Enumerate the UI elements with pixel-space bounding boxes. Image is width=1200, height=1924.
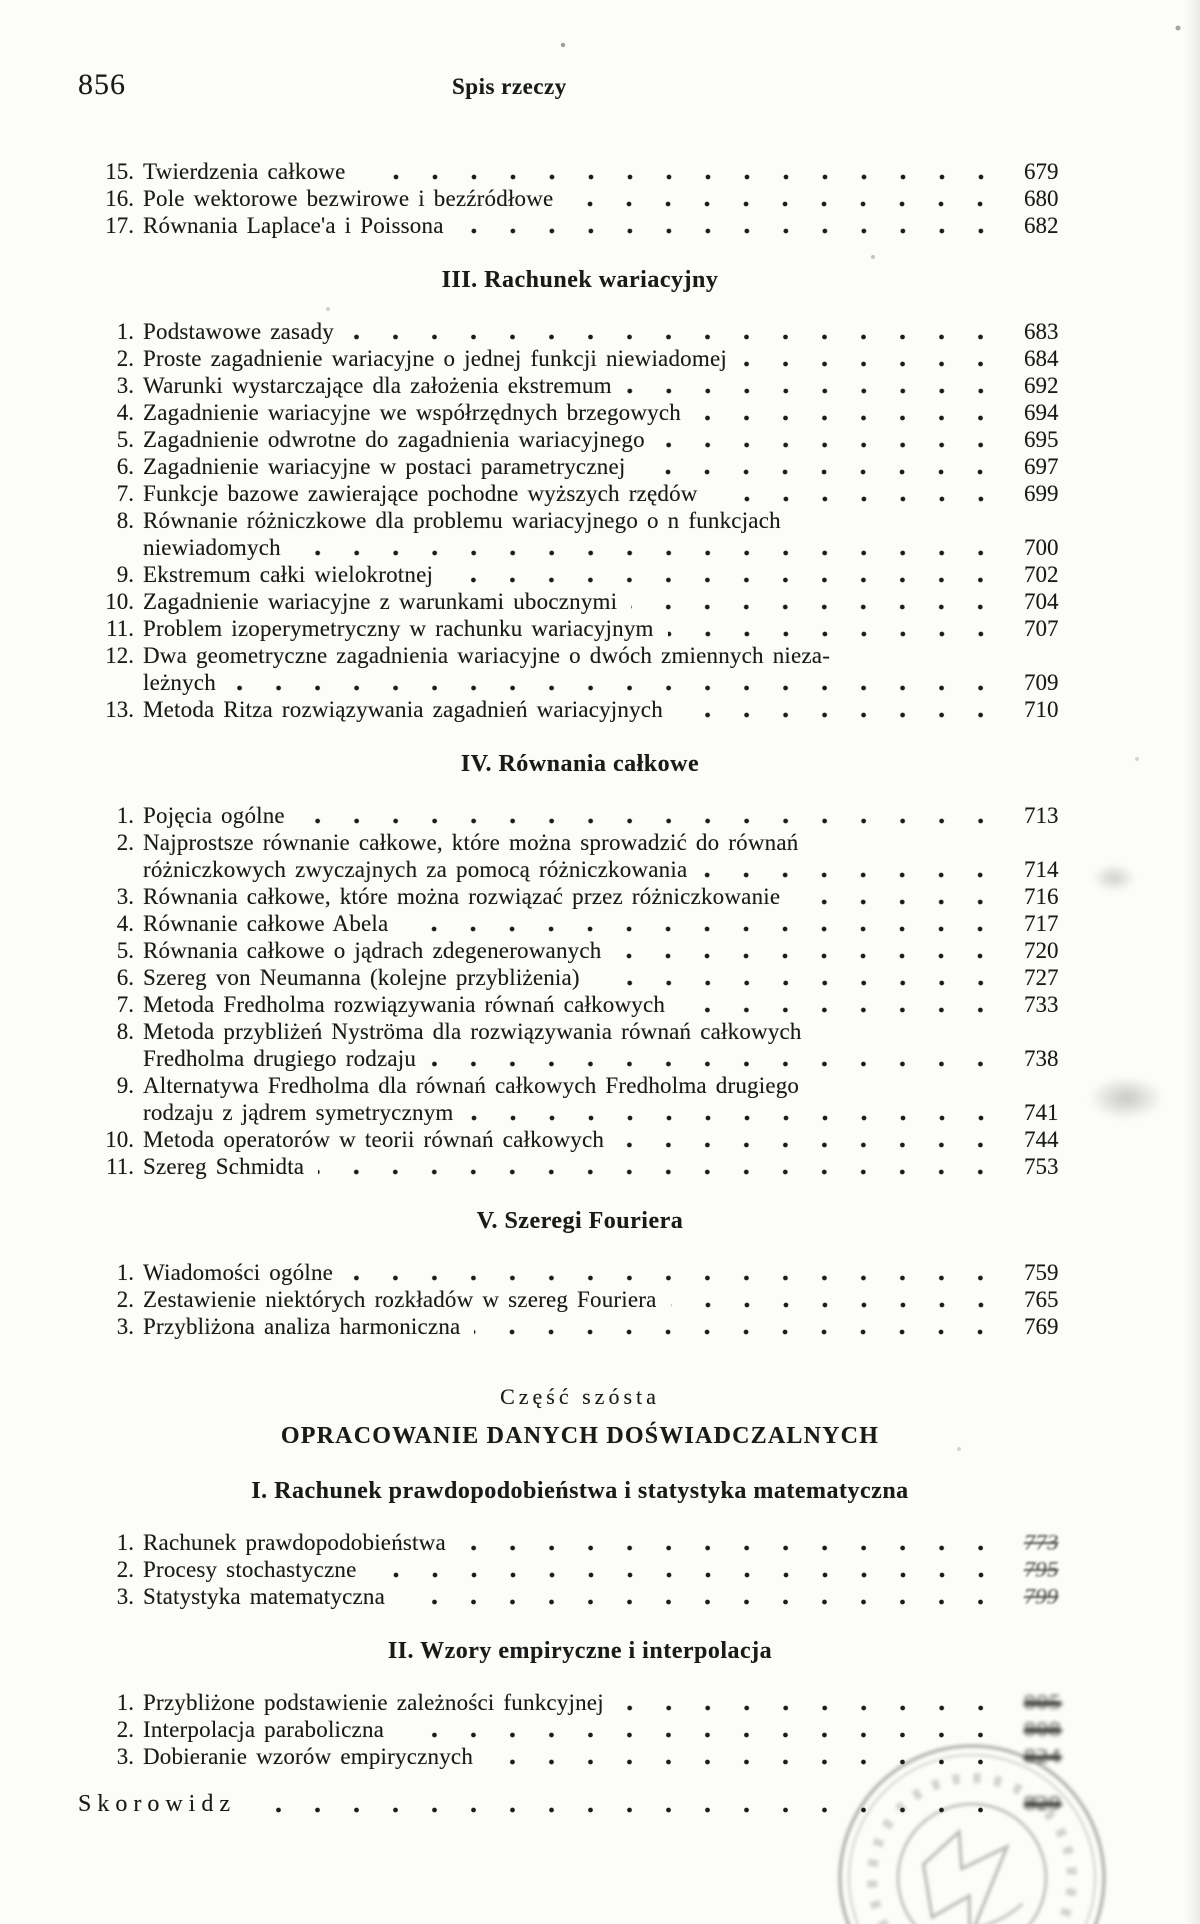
toc-entry — [78, 883, 1082, 910]
leader-dots — [371, 1572, 1001, 1578]
entry-page-number: 714 — [1024, 857, 1059, 882]
toc-entry — [78, 534, 1082, 561]
entry-title: Problem izoperymetryczny w rachunku wariacyjnym — [143, 616, 654, 641]
entry-number: 6. — [116, 965, 134, 990]
leader-dots — [458, 228, 1000, 234]
entry-page-number: 759 — [1024, 1260, 1059, 1285]
entry-number: 9. — [116, 562, 134, 587]
leader-dots — [668, 631, 1000, 637]
entry-title: leżnych — [143, 670, 216, 695]
section-heading: V. Szeregi Fouriera — [476, 1208, 684, 1234]
toc-entry — [78, 1259, 1082, 1286]
entry-title: niewiadomych — [143, 535, 281, 560]
entry-number: 3. — [116, 1314, 134, 1339]
entry-number: 2. — [116, 1557, 134, 1582]
entry-title: Alternatywa Fredholma dla równań całkowych Fredholma drugiego — [143, 1073, 800, 1098]
leader-dots — [447, 577, 1000, 583]
entry-number: 3. — [116, 373, 134, 398]
entry-page-number: 773 — [1022, 1530, 1061, 1555]
leader-dots — [631, 604, 1000, 610]
part-title: OPRACOWANIE DANYCH DOŚWIADCZALNYCH — [280, 1423, 880, 1449]
entry-page-number: 704 — [1024, 589, 1059, 614]
entry-title: rodzaju z jądrem symetrycznym — [143, 1100, 454, 1125]
entry-title: Funkcje bazowe zawierające pochodne wyższych rzędów — [143, 481, 698, 506]
entry-page-number: 682 — [1024, 213, 1059, 238]
toc-entry — [78, 1018, 1082, 1045]
toc-entry — [78, 1045, 1082, 1072]
entry-number: 7. — [116, 481, 134, 506]
entry-page-number: 700 — [1024, 535, 1059, 560]
entry-number: 10. — [105, 589, 134, 614]
entry-page-number: 717 — [1024, 911, 1059, 936]
entry-number: 16. — [105, 186, 134, 211]
toc-entry — [78, 1286, 1082, 1313]
leader-dots — [460, 1545, 1000, 1551]
entry-page-number: 753 — [1024, 1154, 1059, 1179]
leader-dots — [712, 496, 1000, 502]
toc-entry — [78, 1153, 1082, 1180]
section-heading: III. Rachunek wariacyjny — [441, 267, 719, 293]
entry-page-number: 710 — [1024, 697, 1059, 722]
leader-dots — [794, 899, 1000, 905]
entry-page-number: 716 — [1024, 884, 1059, 909]
entry-number: 13. — [105, 697, 134, 722]
entry-number: 3. — [116, 884, 134, 909]
entry-page-number: 680 — [1024, 186, 1059, 211]
toc-entry — [78, 588, 1082, 615]
leader-dots — [430, 1061, 1000, 1067]
leader-dots — [671, 1302, 1000, 1308]
entry-number: 15. — [105, 159, 134, 184]
entry-page-number: 741 — [1024, 1100, 1059, 1125]
entry-title: Fredholma drugiego rodzaju — [143, 1046, 417, 1071]
toc-entry — [78, 964, 1082, 991]
section-heading: IV. Równania całkowe — [460, 751, 700, 777]
entry-title: Zagadnienie wariacyjne we współrzędnych brzegowych — [143, 400, 681, 425]
toc-entry — [78, 991, 1082, 1018]
entry-title: Metoda operatorów w teorii równań całkowych — [143, 1127, 605, 1152]
toc-entry — [78, 696, 1082, 723]
leader-dots — [347, 1275, 1000, 1281]
scan-smudge — [1088, 1076, 1164, 1120]
toc-entry — [78, 453, 1082, 480]
entry-title: Metoda Fredholma rozwiązywania równań całkowych — [143, 992, 666, 1017]
toc-entry — [78, 802, 1082, 829]
entry-page-number: 808 — [1024, 1718, 1062, 1741]
entry-number: 2. — [116, 1717, 134, 1742]
leader-dots — [295, 550, 1000, 556]
section-heading: II. Wzory empiryczne i interpolacja — [387, 1638, 773, 1664]
toc-entry — [78, 426, 1082, 453]
entry-number: 8. — [116, 508, 134, 533]
toc-entry — [78, 318, 1082, 345]
toc-entry — [78, 669, 1082, 696]
entry-page-number: 692 — [1024, 373, 1059, 398]
entry-number: 1. — [116, 1690, 134, 1715]
entry-title: Szereg von Neumanna (kolejne przybliżenia) — [143, 965, 580, 990]
circular-library-stamp-icon — [812, 1708, 1132, 1924]
entry-title: Interpolacja paraboliczna — [143, 1717, 385, 1742]
entry-title: Pole wektorowe bezwirowe i bezźródłowe — [143, 186, 554, 211]
entry-title: Podstawowe zasady — [143, 319, 334, 344]
leader-dots — [399, 1599, 1000, 1605]
entry-page-number: 699 — [1024, 481, 1059, 506]
toc-entry — [78, 480, 1082, 507]
toc — [78, 158, 1082, 1818]
entry-title: Procesy stochastyczne — [143, 1557, 357, 1582]
entry-number: 10. — [105, 1127, 134, 1152]
entry-number: 5. — [116, 427, 134, 452]
leader-dots — [348, 334, 1000, 340]
entry-title: Przybliżone podstawienie zależności funkcyjnej — [143, 1690, 604, 1715]
entry-page-number: 795 — [1022, 1557, 1061, 1582]
entry-title: Dobieranie wzorów empirycznych — [143, 1744, 474, 1769]
entry-title: Równania całkowe, które można rozwiązać przez różniczkowanie — [143, 884, 781, 909]
leader-dots — [299, 818, 1000, 824]
entry-title: Metoda przybliżeń Nyströma dla rozwiązywania równań całkowych — [143, 1019, 802, 1044]
entry-page-number: 713 — [1024, 803, 1059, 828]
entry-title: różniczkowych zwyczajnych za pomocą różniczkowania — [143, 857, 688, 882]
toc-entry — [78, 345, 1082, 372]
toc-entry — [78, 1099, 1082, 1126]
entry-page-number: 694 — [1024, 400, 1059, 425]
toc-entry — [78, 158, 1082, 185]
leader-dots — [230, 685, 1000, 691]
toc-entry — [78, 399, 1082, 426]
leader-dots — [679, 1007, 1000, 1013]
entry-title: Dwa geometryczne zagadnienia wariacyjne o dwóch zmiennych nieza- — [143, 643, 831, 668]
entry-page-number: 679 — [1024, 159, 1059, 184]
entry-page-number: 720 — [1024, 938, 1059, 963]
entry-title: Zestawienie niektórych rozkładów w szereg Fouriera — [143, 1287, 657, 1312]
scan-specks — [0, 0, 2, 2]
leader-dots — [741, 361, 1000, 367]
leader-dots — [360, 174, 1000, 180]
leader-dots — [639, 469, 1000, 475]
section-heading: I. Rachunek prawdopodobieństwa i statystyka matematyczna — [251, 1478, 909, 1504]
leader-dots — [468, 1115, 1001, 1121]
toc-entry — [78, 642, 1082, 669]
toc-entry — [78, 372, 1082, 399]
entry-page-number: 769 — [1024, 1314, 1059, 1339]
entry-number: 6. — [116, 454, 134, 479]
entry-number: 7. — [116, 992, 134, 1017]
entry-title: Metoda Ritza rozwiązywania zagadnień wariacyjnych — [143, 697, 663, 722]
toc-entry — [78, 561, 1082, 588]
entry-title: Rachunek prawdopodobieństwa — [143, 1530, 446, 1555]
entry-number: 11. — [106, 616, 134, 641]
entry-page-number: 805 — [1024, 1691, 1062, 1714]
scan-smudge — [1092, 864, 1136, 892]
entry-page-number: 707 — [1024, 616, 1059, 641]
entry-page-number: 709 — [1024, 670, 1059, 695]
leader-dots — [659, 442, 1000, 448]
entry-title: Ekstremum całki wielokrotnej — [143, 562, 434, 587]
entry-title: Zagadnienie wariacyjne w postaci parametrycznej — [143, 454, 626, 479]
entry-title: Statystyka matematyczna — [143, 1584, 385, 1609]
entry-number: 3. — [116, 1744, 134, 1769]
entry-number: 4. — [116, 911, 134, 936]
entry-page-number: 744 — [1024, 1127, 1059, 1152]
entry-page-number: 683 — [1024, 319, 1059, 344]
entry-number: 11. — [106, 1154, 134, 1179]
entry-page-number: 733 — [1024, 992, 1059, 1017]
toc-entry — [78, 1583, 1082, 1610]
toc-entry — [78, 1072, 1082, 1099]
entry-number: 8. — [116, 1019, 134, 1044]
entry-title: Najprostsze równanie całkowe, które można sprowadzić do równań — [143, 830, 799, 855]
entry-title: Pojęcia ogólne — [143, 803, 285, 828]
leader-dots — [701, 872, 1000, 878]
toc-entry — [78, 1556, 1082, 1583]
entry-page-number: 702 — [1024, 562, 1059, 587]
leader-dots — [615, 953, 1000, 959]
toc-entry — [78, 507, 1082, 534]
entry-number: 17. — [105, 213, 134, 238]
entry-title: Warunki wystarczające dla założenia ekstremum — [143, 373, 612, 398]
entry-number: 12. — [105, 643, 134, 668]
entry-number: 1. — [116, 803, 134, 828]
entry-page-number: 695 — [1024, 427, 1059, 452]
entry-number: 4. — [116, 400, 134, 425]
entry-number: 5. — [116, 938, 134, 963]
entry-title: Równania całkowe o jądrach zdegenerowanych — [143, 938, 602, 963]
entry-number: 1. — [116, 1260, 134, 1285]
entry-title: Proste zagadnienie wariacyjne o jednej funkcji niewiadomej — [143, 346, 727, 371]
entry-title: Przybliżona analiza harmoniczna — [143, 1314, 461, 1339]
entry-page-number: 765 — [1024, 1287, 1059, 1312]
entry-page-number: 799 — [1022, 1584, 1061, 1609]
entry-page-number: 738 — [1024, 1046, 1059, 1071]
toc-entry — [78, 1313, 1082, 1340]
toc-entry — [78, 615, 1082, 642]
entry-page-number: 824 — [1024, 1745, 1062, 1768]
leader-dots — [567, 201, 1000, 207]
entry-page-number: 697 — [1024, 454, 1059, 479]
entry-number: 2. — [116, 1287, 134, 1312]
toc-entry — [78, 937, 1082, 964]
entry-page-number: 684 — [1024, 346, 1059, 371]
entry-title: Równania Laplace'a i Poissona — [143, 213, 444, 238]
leader-dots — [402, 926, 1000, 932]
entry-number: 2. — [116, 346, 134, 371]
entry-number: 1. — [116, 1530, 134, 1555]
entry-title: Zagadnienie wariacyjne z warunkami ubocznymi — [143, 589, 618, 614]
entry-title: Szereg Schmidta — [143, 1154, 305, 1179]
toc-entry — [78, 856, 1082, 883]
toc-entry — [78, 910, 1082, 937]
entry-title: Równanie całkowe Abela — [143, 911, 389, 936]
toc-entry — [78, 1529, 1082, 1556]
leader-dots — [626, 388, 1000, 394]
entry-number: 2. — [116, 830, 134, 855]
running-title: Spis rzeczy — [452, 74, 567, 99]
page-number: 856 — [78, 68, 126, 101]
leader-dots — [318, 1169, 1000, 1175]
toc-entry — [78, 829, 1082, 856]
index-label: Skorowidz — [78, 1791, 236, 1817]
toc-entry — [78, 212, 1082, 239]
entry-title: Wiadomości ogólne — [143, 1260, 334, 1285]
entry-page-number: 829 — [1024, 1792, 1062, 1815]
entry-title: Twierdzenia całkowe — [143, 159, 346, 184]
entry-number: 1. — [116, 319, 134, 344]
toc-entry — [78, 1126, 1082, 1153]
entry-title: Równanie różniczkowe dla problemu wariacyjnego o n funkcjach — [143, 508, 781, 533]
entry-number: 9. — [116, 1073, 134, 1098]
page-edge-shadow — [1184, 0, 1200, 1924]
entry-title: Zagadnienie odwrotne do zagadnienia wariacyjnego — [143, 427, 645, 452]
part-heading — [78, 1384, 1082, 1450]
leader-dots — [594, 980, 1000, 986]
leader-dots — [618, 1142, 1000, 1148]
leader-dots — [695, 415, 1000, 421]
entry-number: 3. — [116, 1584, 134, 1609]
leader-dots — [474, 1329, 1000, 1335]
toc-entry — [78, 185, 1082, 212]
leader-dots — [677, 712, 1000, 718]
entry-page-number: 727 — [1024, 965, 1059, 990]
part-subtitle: Część szósta — [500, 1384, 660, 1409]
